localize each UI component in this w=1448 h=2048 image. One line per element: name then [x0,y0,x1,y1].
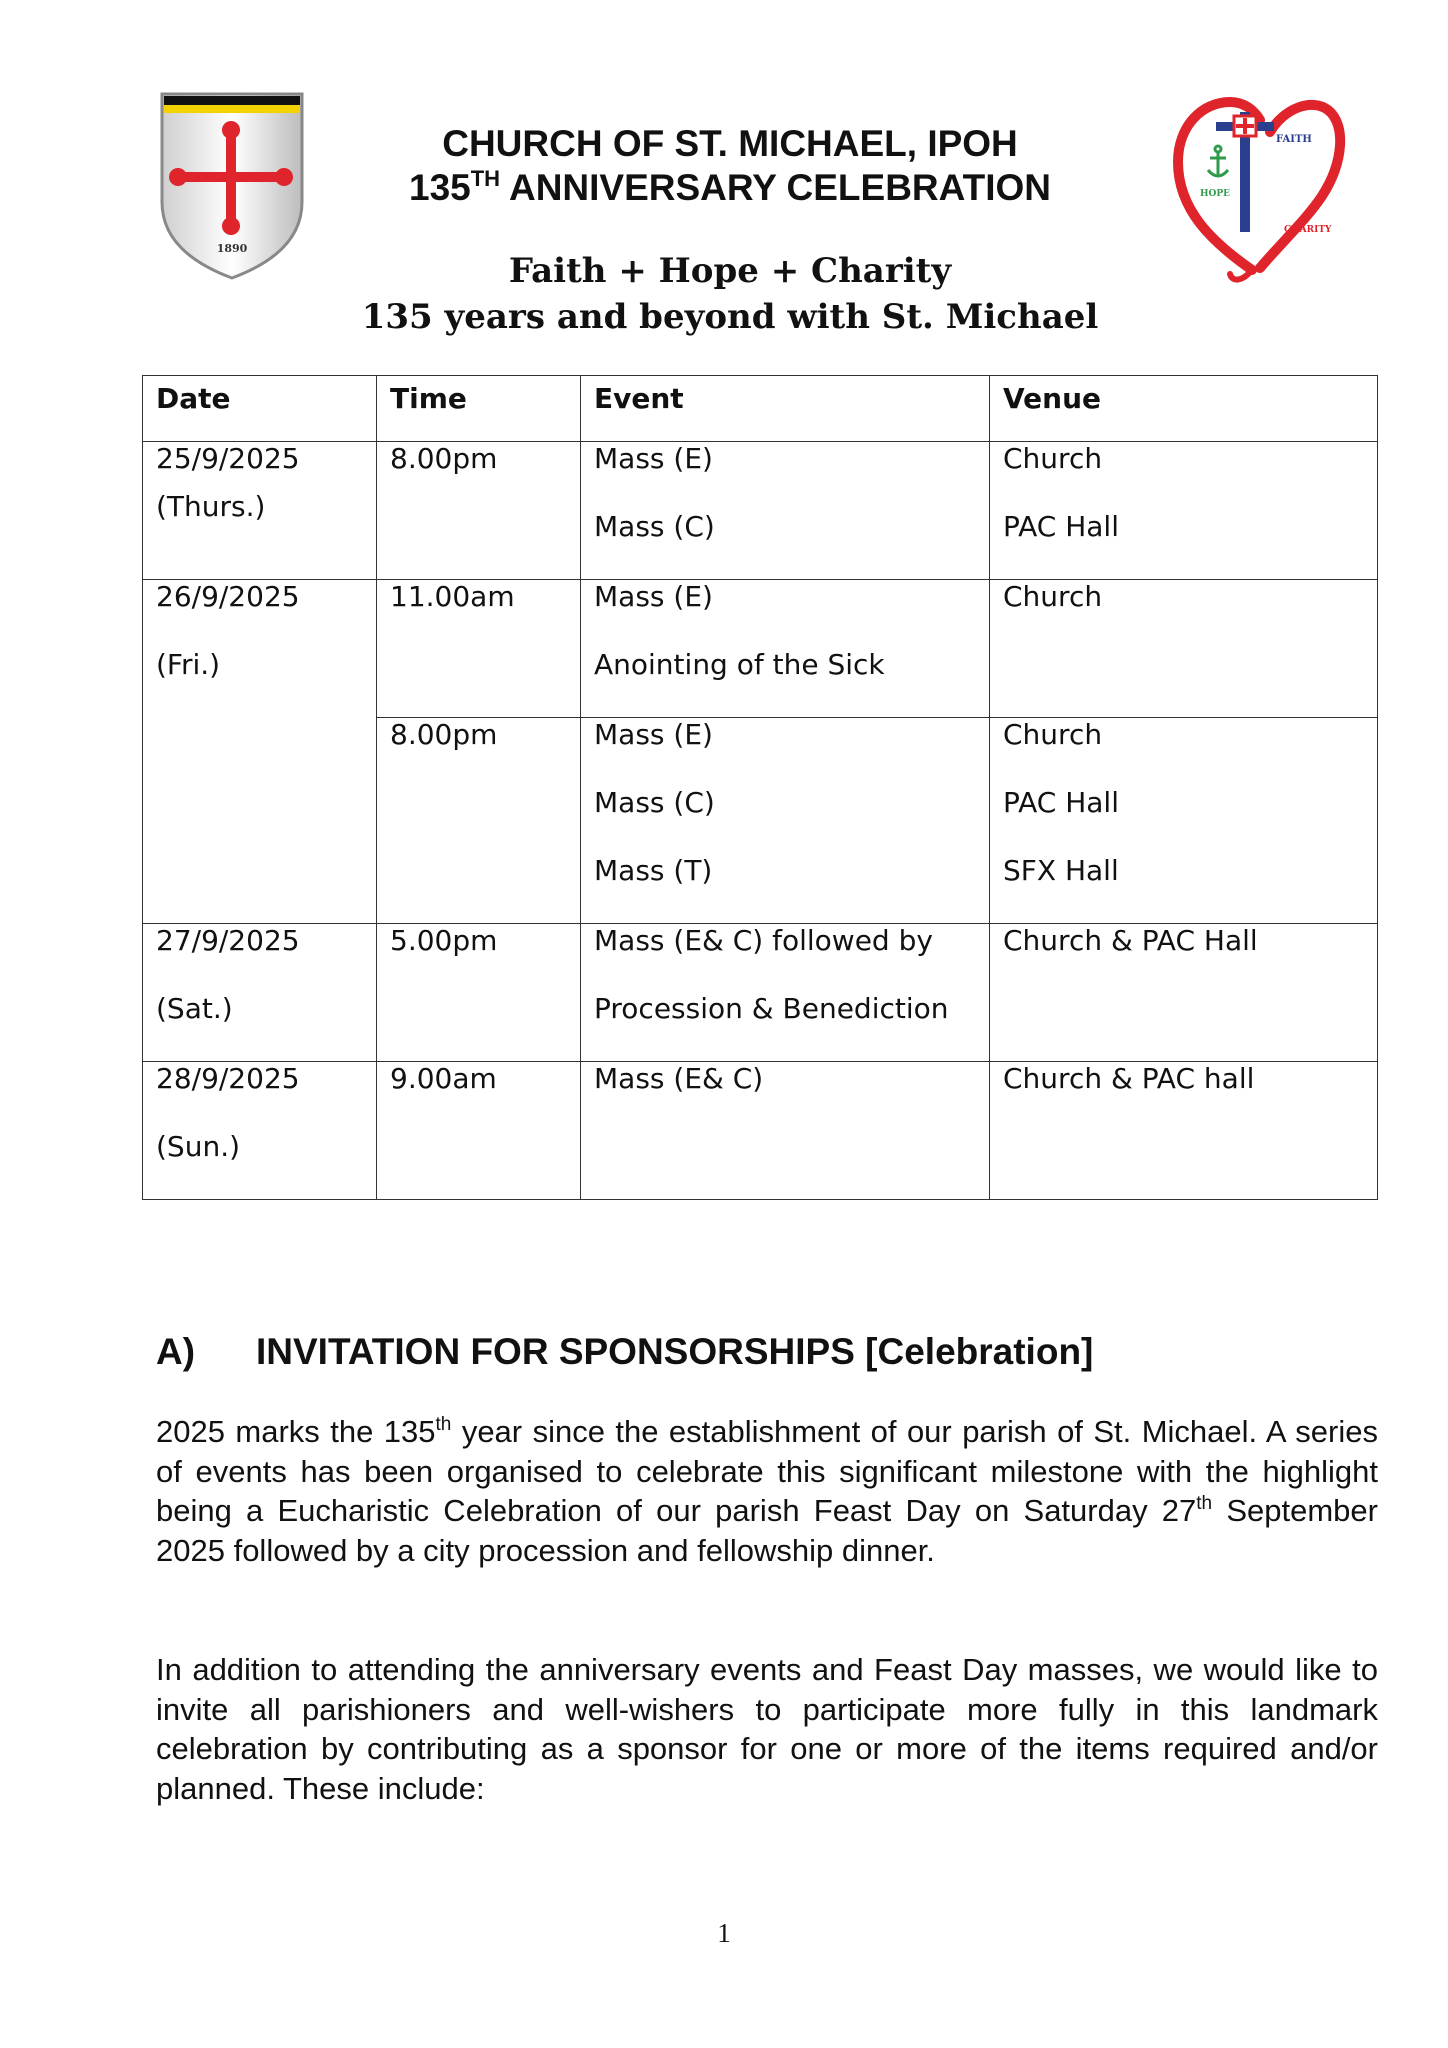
ordinal-suffix: th [1196,1493,1213,1514]
ordinal-suffix: th [435,1414,452,1435]
parish-crest-logo [158,92,306,280]
motto: Faith + Hope + Charity [508,251,952,291]
time-text: 8.00pm [390,442,498,475]
event-line: Mass (C) [594,786,715,819]
hope-word: HOPE [1200,189,1230,199]
page-title-line2 [340,166,1120,215]
time-text: 9.00am [390,1062,497,1095]
day-text: (Sat.) [156,992,233,1025]
ordinal-suffix: TH [470,166,501,191]
time-cell [377,580,581,718]
date-text: 26/9/2025 [156,580,300,613]
faith-word: FAITH [1276,134,1312,145]
venue-line: PAC Hall [1003,510,1119,543]
page-number: 1 [717,1918,731,1948]
paragraph-text: 2025 marks the 135 [156,1414,436,1449]
venue-line: Church [1003,580,1103,613]
event-line: Mass (T) [594,854,713,887]
event-cell [581,718,990,924]
event-line: Mass (E& C) followed by [594,924,933,957]
time-cell [377,924,581,1062]
venue-line: Church & PAC Hall [1003,924,1258,957]
paragraph-text: September 2025 followed by a city procession and fellowship dinner. [156,1493,1378,1568]
event-cell [581,924,990,1062]
venue-cell [990,580,1378,718]
venue-line: Church & PAC hall [1003,1062,1255,1095]
event-cell [581,1062,990,1200]
anniversary-number: 135 [409,167,471,208]
date-cell [143,924,377,1062]
paragraph-invitation: In addition to attending the anniversary events and Feast Day masses, we would like to invite all parishioners and well-wishers to participate more fully in this landmark celebration by contributing as a sponsor for one or more of the items required and/or planned. These include: [156,1652,1378,1806]
table-header-row [143,376,1378,442]
column-header-time: Time [377,376,581,442]
day-text: (Fri.) [156,648,221,681]
page-title-line1: CHURCH OF ST. MICHAEL, IPOH [442,123,1018,164]
event-line: Procession & Benediction [594,992,949,1025]
column-header-event: Event [581,376,990,442]
venue-line: Church [1003,442,1103,475]
event-line: Mass (E) [594,580,713,613]
anniversary-heart-logo [1172,92,1350,288]
event-line: Mass (E) [594,718,713,751]
time-cell [377,442,581,580]
table-row [143,1062,1378,1200]
date-cell [143,1062,377,1200]
event-line: Mass (E& C) [594,1062,764,1095]
paragraph-intro [156,1412,1378,1570]
event-line: Mass (E) [594,442,713,475]
paragraph-text: year since the establishment of our parish of St. Michael. A series of events has been organised to celebrate this significant milestone with the highlight being a Eucharistic Celebration of our parish Feast Day on Saturday 27 [156,1414,1378,1528]
date-cell [143,442,377,580]
venue-cell [990,1062,1378,1200]
table-row [143,924,1378,1062]
column-header-date: Date [143,376,377,442]
venue-cell [990,924,1378,1062]
venue-line: SFX Hall [1003,854,1119,887]
event-line: Anointing of the Sick [594,648,885,681]
date-text: 27/9/2025 [156,924,300,957]
event-cell [581,442,990,580]
anchor-icon [1208,146,1228,176]
time-text: 5.00pm [390,924,498,957]
time-text: 8.00pm [390,718,498,751]
table-row [143,580,1378,718]
time-text: 11.00am [390,580,515,613]
section-heading [156,1330,1093,1374]
charity-word: CHARITY [1284,225,1332,235]
date-cell [143,580,377,924]
venue-line: PAC Hall [1003,786,1119,819]
crest-year: 1890 [216,242,248,255]
event-cell [581,580,990,718]
day-text: (Thurs.) [156,490,266,523]
column-header-venue: Venue [990,376,1378,442]
tagline: 135 years and beyond with St. Michael [361,297,1099,337]
time-cell [377,718,581,924]
time-cell [377,1062,581,1200]
table-row [143,442,1378,580]
date-text: 25/9/2025 [156,442,300,475]
section-title: INVITATION FOR SPONSORSHIPS [Celebration] [256,1331,1094,1372]
venue-cell [990,718,1378,924]
date-text: 28/9/2025 [156,1062,300,1095]
section-number: A) [156,1331,196,1372]
day-text: (Sun.) [156,1130,241,1163]
event-line: Mass (C) [594,510,715,543]
event-schedule-table [142,375,1378,1200]
venue-cell [990,442,1378,580]
venue-line: Church [1003,718,1103,751]
anniversary-title-text: ANNIVERSARY CELEBRATION [500,167,1051,208]
